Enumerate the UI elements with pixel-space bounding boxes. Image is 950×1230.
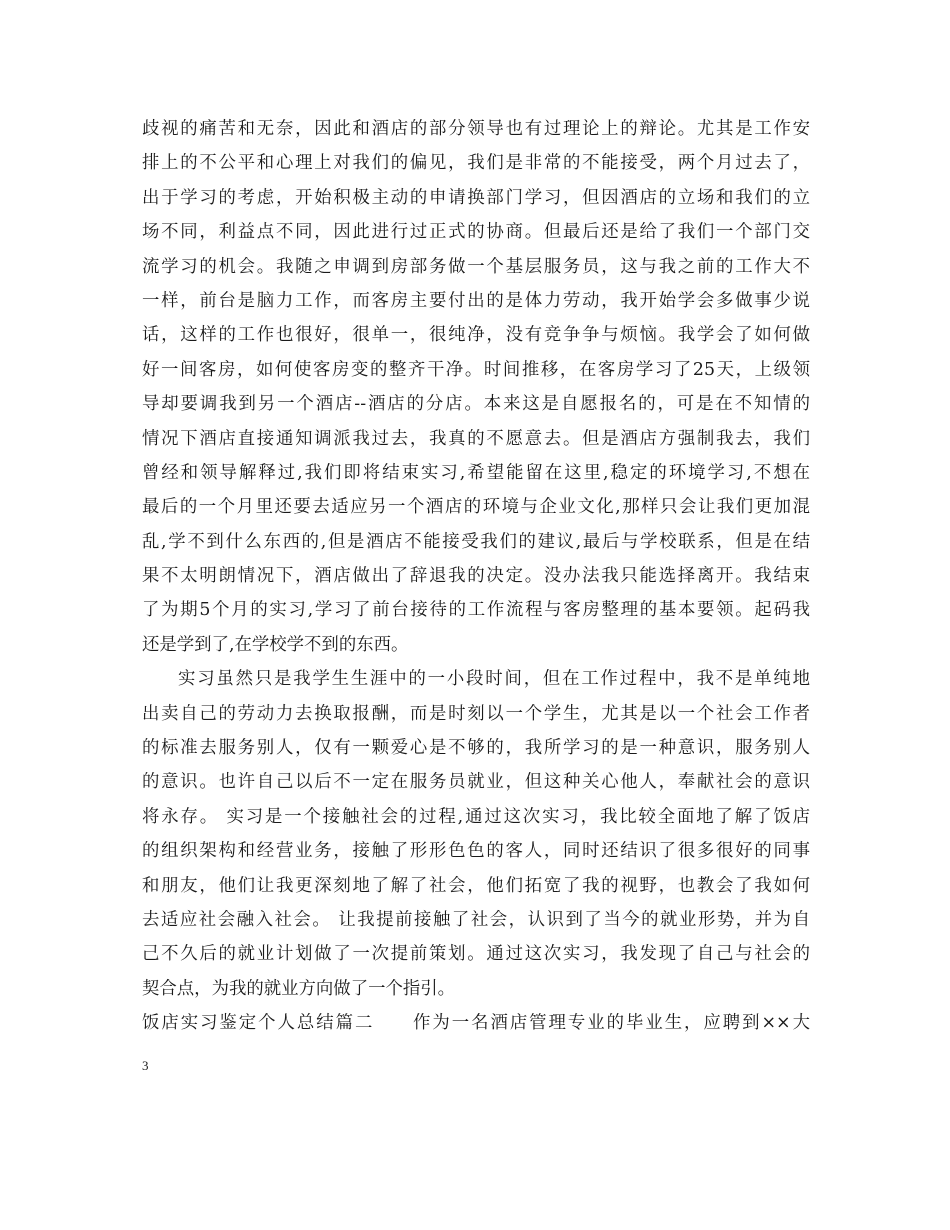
- text-line: 最后的一个月里还要去适应另一个酒店的环境与企业文化,那样只会让我们更加混: [142, 497, 810, 518]
- text-line: 的组织架构和经营业务，接触了形形色色的客人，同时还结识了很多很好的同事: [142, 841, 810, 862]
- text-line: 曾经和领导解释过,我们即将结束实习,希望能留在这里,稳定的环境学习,不想在: [142, 462, 810, 483]
- text-line: 果不太明朗情况下，酒店做出了辞退我的决定。没办法我只能选择离开。我结束: [142, 566, 810, 587]
- text-line: 歧视的痛苦和无奈，因此和酒店的部分领导也有过理论上的辩论。尤其是工作安: [142, 119, 810, 139]
- text-line: 导却要调我到另一个酒店--酒店的分店。本来这是自愿报名的，可是在不知情的: [142, 394, 810, 415]
- text-line: 一样，前台是脑力工作，而客房主要付出的是体力劳动，我开始学会多做事少说: [142, 290, 810, 311]
- text-line: 契合点，为我的就业方向做了一个指引。: [142, 978, 456, 999]
- text-line: 出卖自己的劳动力去换取报酬，而是时刻以一个学生，尤其是以一个社会工作者: [142, 703, 810, 724]
- text-line: 情况下酒店直接通知调派我过去，我真的不愿意去。但是酒店方强制我去，我们: [142, 428, 810, 449]
- text-line: 话，这样的工作也很好，很单一，很纯净，没有竞争争与烦恼。我学会了如何做: [142, 325, 810, 346]
- text-line: 还是学到了,在学校学不到的东西。: [142, 634, 409, 655]
- text-line: 和朋友，他们让我更深刻地了解了社会，他们拓宽了我的视野，也教会了我如何: [142, 875, 810, 896]
- text-line: 将永存。 实习是一个接触社会的过程,通过这次实习，我比较全面地了解了饭店: [142, 806, 810, 827]
- text-line: 出于学习的考虑，开始积极主动的申请换部门学习，但因酒店的立场和我们的立: [142, 187, 810, 208]
- text-line: 乱,学不到什么东西的,但是酒店不能接受我们的建议,最后与学校联系，但是在结: [142, 531, 810, 552]
- text-line: 饭店实习鉴定个人总结篇二 作为一名酒店管理专业的毕业生，应聘到××大: [142, 1013, 810, 1034]
- text-line: 好一间客房，如何使客房变的整齐干净。时间推移，在客房学习了25天，上级领: [142, 359, 810, 380]
- paragraph-2: [142, 662, 810, 1006]
- text-line: 去适应社会融入社会。 让我提前接触了社会，认识到了当今的就业形势，并为自: [142, 909, 810, 930]
- page-number: 3: [142, 1058, 149, 1073]
- text-line: 流学习的机会。我随之申调到房部务做一个基层服务员，这与我之前的工作大不: [142, 256, 810, 277]
- section-heading-paragraph: [142, 1006, 810, 1040]
- text-line: 的意识。也许自己以后不一定在服务员就业，但这种关心他人，奉献社会的意识: [142, 772, 810, 793]
- text-line: 实习虽然只是我学生生涯中的一小段时间，但在工作过程中，我不是单纯地: [178, 669, 810, 690]
- paragraph-1: [142, 112, 810, 662]
- body-text: [142, 112, 810, 1041]
- text-line: 己不久后的就业计划做了一次提前策划。通过这次实习，我发现了自己与社会的: [142, 944, 810, 965]
- text-line: 场不同，利益点不同，因此进行过正式的协商。但最后还是给了我们一个部门交: [142, 222, 810, 243]
- text-line: 的标准去服务别人，仅有一颗爱心是不够的，我所学习的是一种意识，服务别人: [142, 738, 810, 759]
- text-line: 排上的不公平和心理上对我们的偏见，我们是非常的不能接受，两个月过去了，: [142, 153, 810, 174]
- text-line: 了为期5个月的实习,学习了前台接待的工作流程与客房整理的基本要领。起码我: [142, 600, 810, 621]
